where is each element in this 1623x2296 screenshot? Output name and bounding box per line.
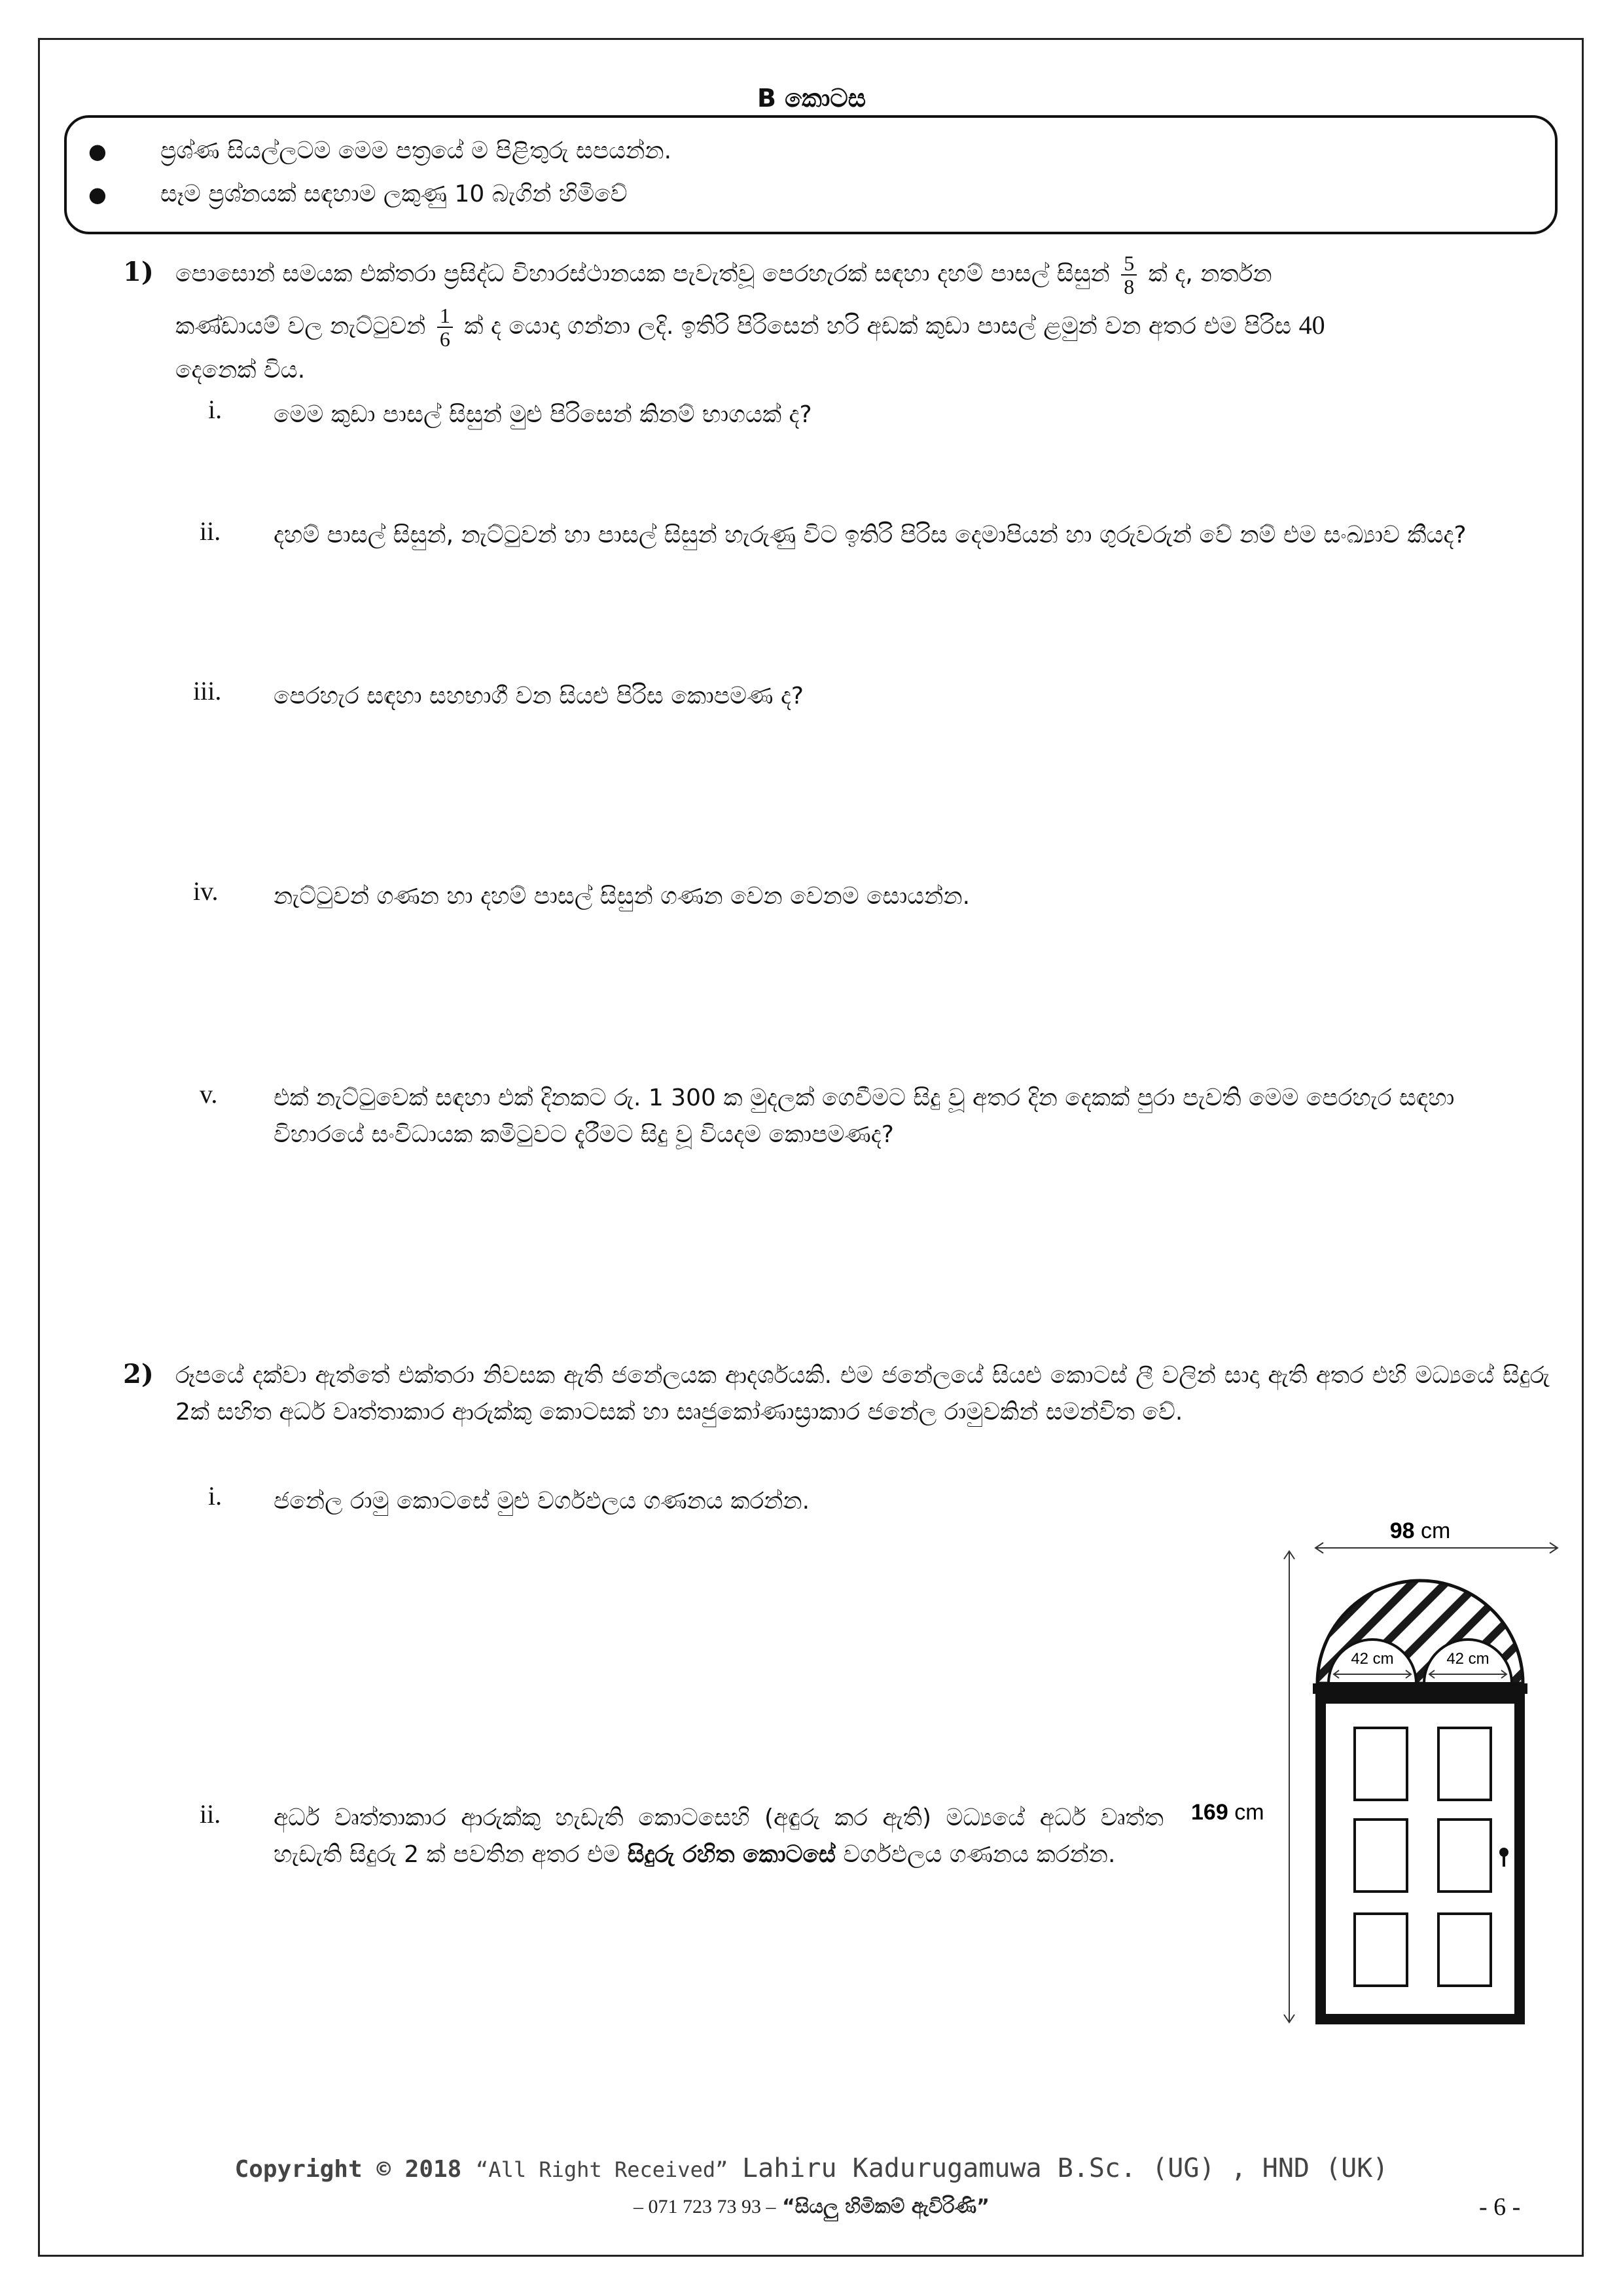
fraction-five-eighths: $\frac{5}{8}$ — [1121, 252, 1137, 298]
q2-part-i-number: i. — [208, 1481, 223, 1511]
question-1-text — [175, 249, 1550, 389]
question-1-line-2: කණ්ඩායම් වල නැට්ටුවන් $\frac{1}{6}$ ක් ද යොදා ගන්නා ලදි. ඉතිරි පිරිසෙන් හරි අඩක් කුඩා පාසල් ළමුන් වන අතර එම පිරිස 40 — [175, 304, 1325, 351]
instruction-item: ● ප්‍රශ්ණ සියල්ලටම මෙම පත්‍රයේ ම පිළිතුරු සපයන්න. — [88, 137, 672, 164]
width-dimension-arrow — [1315, 1543, 1558, 1553]
left-hole-label: 42 cm — [1351, 1650, 1394, 1668]
height-label: 169 cm — [1191, 1800, 1264, 1825]
instruction-item: ● සෑම ප්‍රශ්නයක් සඳහාම ලකුණු 10 බැගින් හිමිවේ — [88, 181, 628, 207]
question-2-number: 2) — [123, 1359, 154, 1390]
question-1-line-3: දෙනෙක් විය. — [175, 357, 306, 384]
q1-part-v-text: එක් නැට්ටුවෙක් සඳහා එක් දිනකට රු. 1 300 ක මුදලක් ගෙවීමට සිදු වූ අතර දින දෙකක් පුරා පැවති මෙම පෙරහැර සඳහා විහාරයේ සංවිධායක කමිටුවට දැරීමට සිදු වූ වියදම කොපමණද? — [274, 1085, 1455, 1148]
bullet-icon: ● — [88, 139, 107, 164]
question-2-text: රූපයේ දක්වා ඇත්තේ එක්තරා නිවසක ඇති ජනේලයක ආදර්ශයකි. එම ජනේලයේ සියළු කොටස් ලී වලින් සාදා ඇති අතර එහි මධ්‍යයේ සිදුරු 2ක් සහිත අර්ධ වෘත්තාකාර ආරුක්කු කොටසක් හා සෘජුකෝණාස්‍රාකාර ජනේල රාමුවකින් සමන්විත වේ. — [175, 1362, 1550, 1426]
footer-copyright: Copyright © 2018 “All Right Received” Lahiru Kadurugamuwa B.Sc. (UG) , HND (UK) — [234, 2153, 1389, 2183]
q1-part-ii-number: ii. — [200, 516, 221, 546]
q1-part-iii-number: iii. — [193, 676, 222, 706]
page-number: - 6 - — [1479, 2193, 1521, 2221]
q2-part-ii-number: ii. — [200, 1799, 221, 1829]
q1-part-iii-text: පෙරහැර සඳහා සහභාගී වන සියළු පිරිස කොපමණ ද? — [274, 683, 804, 709]
q2-part-ii-text: අර්ධ වෘත්තාකාර ආරුක්කු හැඩැති කොටසෙහි (අඳුරු කර ඇති) මධ්‍යයේ අර්ධ වෘත්ත හැඩැති සිදුරු 2 ක් පවතින අතර එම සිදුරු රහිත කොටසේ වර්ගඵලය ගණනය කරන්න. — [274, 1804, 1164, 1868]
q1-part-iv-text: නැට්ටුවන් ගණන හා දහම් පාසල් සිසුන් ගණන වෙන වෙනම සොයන්න. — [274, 883, 971, 910]
q1-part-v-number: v. — [200, 1079, 218, 1109]
height-dimension-arrow — [1284, 1551, 1294, 2022]
instructions-box — [64, 115, 1558, 234]
q1-part-iv-number: iv. — [193, 876, 219, 906]
window-lintel — [1313, 1683, 1527, 1694]
right-hole-label: 42 cm — [1446, 1650, 1489, 1668]
window-diagram — [1178, 1512, 1571, 2036]
footer-contact: – 071 723 73 93 – “සියලු හිමිකම් ඇවිරිණි” — [633, 2195, 990, 2218]
question-1-line-1: පොසොන් සමයක එක්තරා ප්‍රසිද්ධ විහාරස්ථානයක පැවැත්වූ පෙරහැරක් සඳහා දහම් පාසල් සිසුන් $\frac{5}{8}$ ක් ද, නර්තන — [175, 251, 1272, 298]
q2-part-i-text: ජනේල රාමු කොටසේ මුළු වර්ගඵලය ගණනය කරන්න. — [274, 1488, 810, 1515]
q1-part-i-number: i. — [208, 395, 223, 424]
width-label: 98 cm — [1389, 1518, 1451, 1543]
q1-part-i-text: මෙම කුඩා පාසල් සිසුන් මුළු පිරිසෙන් කිනම් භාගයක් ද? — [274, 401, 812, 428]
q1-part-ii-text: දහම් පාසල් සිසුන්, නැට්ටුවන් හා පාසල් සිසුන් හැරුණු විට ඉතිරි පිරිස දෙමාපියන් හා ගුරුවරුන් වේ නම් එම සංඛ්‍යාව කීයද? — [274, 522, 1467, 548]
fraction-one-sixth: $\frac{1}{6}$ — [437, 304, 453, 350]
bullet-icon: ● — [88, 182, 107, 207]
section-title: B කොටස — [757, 84, 866, 113]
question-1-number: 1) — [123, 257, 154, 287]
